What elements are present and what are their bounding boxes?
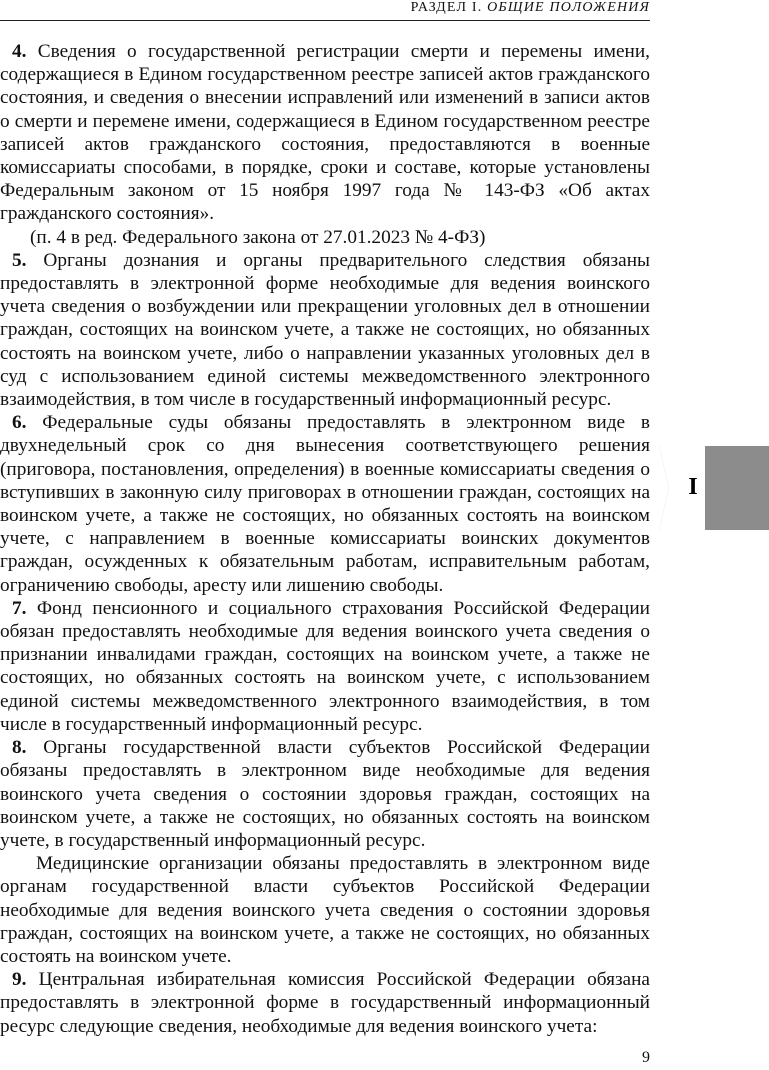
paragraph-6: [0, 411, 650, 597]
header-section: РАЗДЕЛ I.: [410, 0, 483, 15]
paragraph-text: Органы государственной власти субъектов Российской Федерации обязаны предоставлять в электронном виде необходимые для ведения воинского учета сведения о состоянии здоровья граждан, состоящих на воинском учете, а также не состоящих, но обязанных состоять на воинском учете, в государственный информационный ресурс.: [0, 737, 650, 851]
paragraph-number: 6.: [12, 412, 27, 434]
amendment-note: (п. 4 в ред. Федерального закона от 27.01.2023 № 4-ФЗ): [30, 226, 486, 248]
header-title: ОБЩИЕ ПОЛОЖЕНИЯ: [487, 0, 650, 15]
paragraph-text: Федеральные суды обязаны предоставлять в электронном виде в двухнедельный срок со дня вынесения соответствующего решения (приговора, постановления, определения) в военные комиссариаты сведения о вступивших в законную силу приговорах в отношении граждан, состоящих на воинском учете, а также не состоящих, но обязанных состоять на воинском учете, с направлением в военные комиссариаты воинских документов граждан, осужденных к обязательным работам, исправительным работам, ограничению свободы, аресту или лишению свободы.: [0, 412, 650, 596]
paragraph-7: [0, 597, 650, 736]
paragraph-text: Фонд пенсионного и социального страхования Российской Федерации обязан предоставлять необходимые для ведения воинского учета сведения о признании инвалидами граждан, состоящих на воинском учете, а также не состоящих, но обязанных состоять на воинском учете, с использованием единой системы межведомственного электронного взаимодействия, в том числе в государственный информационный ресурс.: [0, 597, 650, 735]
paragraph-8: [0, 736, 650, 852]
section-thumb-tab: [659, 446, 769, 530]
tab-label: I: [688, 474, 698, 500]
paragraph-5: [0, 249, 650, 411]
paragraph-4: [0, 40, 650, 226]
paragraph-8-continuation: Медицинские организации обязаны предоставлять в электронном виде органам государственной власти субъектов Российской Федерации необходимые для ведения воинского учета сведения о состоянии здоровья граждан, состоящих на воинском учете, а также не состоящих, но обязанных состоять на воинском учете.: [0, 853, 650, 967]
running-header: [411, 0, 650, 16]
paragraph-text: Центральная избирательная комиссия Российской Федерации обязана предоставлять в электронной форме в государственный информационный ресурс следующие сведения, необходимые для ведения воинского учета:: [0, 969, 650, 1037]
paragraph-number: 5.: [12, 249, 27, 271]
document-body: [0, 40, 650, 1038]
page-number: 9: [642, 1049, 650, 1066]
paragraph-number: 4.: [12, 41, 27, 62]
paragraph-text: Сведения о государственной регистрации смерти и перемены имени, содержащиеся в Едином государственном реестре записей актов гражданского состояния, и сведения о внесении исправлений или изменений в записи актов о смерти и перемене имени, содержащиеся в Едином государственном реестре записей актов гражданского состояния, предоставляются в военные комиссариаты способами, в порядке, сроки и составе, которые установлены Федеральным законом от 15 ноября 1997 года № 143-ФЗ «Об актах гражданского состояния».: [0, 41, 650, 225]
paragraph-text: Органы дознания и органы предварительного следствия обязаны предоставлять в электронной форме необходимые для ведения воинского учета сведения о возбуждении или прекращении уголовных дел в отношении граждан, состоящих на воинском учете, а также не состоящих, но обязанных состоять на воинском учете, либо о направлении указанных уголовных дел в суд с использованием единой системы межведомственного электронного взаимодействия, в том числе в государственный информационный ресурс.: [0, 249, 650, 411]
paragraph-number: 7.: [12, 597, 27, 619]
header-divider: [0, 20, 650, 21]
paragraph-9: [0, 968, 650, 1038]
paragraph-number: 8.: [12, 737, 27, 759]
paragraph-number: 9.: [12, 969, 27, 991]
